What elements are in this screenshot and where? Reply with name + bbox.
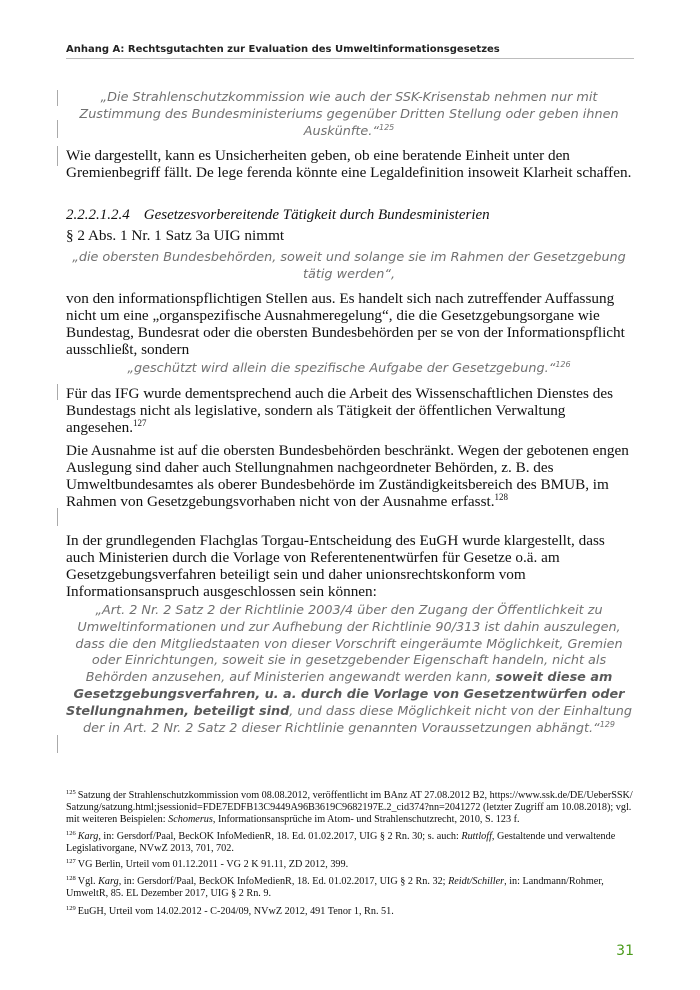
block-quote bbox=[66, 603, 632, 737]
paragraph: In der grundlegenden Flachglas Torgau-Entscheidung des EuGH wurde klargestellt, dass auch Ministerien durch die Vorlage von Referentenentwürfen für Gesetze o.ä. am Gesetzgebungsverfahren beteiligt sein und daher unionsrechtskonform vom Informationsanspruch ausgeschlossen sein können: bbox=[66, 532, 605, 600]
footnote-ref: 128 bbox=[494, 492, 509, 502]
footnote: $^{129}$ EuGH, Urteil vom 14.02.2012 - C-204/09, NVwZ 2012, 491 Tenor 1, Rn. 51. bbox=[66, 904, 394, 917]
change-bar bbox=[57, 508, 58, 526]
paragraph: § 2 Abs. 1 Nr. 1 Satz 3a UIG nimmt bbox=[66, 227, 285, 244]
section-heading bbox=[66, 207, 636, 224]
quote-text: , und dass diese Möglichkeit nicht von der Einhaltung der in Art. 2 Nr. 2 Satz 2 dieser Richtlinie genannten Voraussetzungen abhängt.“ bbox=[83, 703, 632, 736]
paragraph: von den informationspflichtigen Stellen aus. Es handelt sich nach zutreffender Auffassung nicht um eine „organspezifische Ausnahmeregelung“, die die Gesetzgebungsorgane wie Bundestag, Bundesrat oder die obersten Bundesbehörden per se von der Informationspflicht ausschließt, sondern bbox=[66, 290, 625, 358]
footnote-ref: 127 bbox=[133, 418, 147, 428]
heading-title: Gesetzesvorbereitende Tätigkeit durch Bundesministerien bbox=[143, 207, 490, 223]
running-header: Anhang A: Rechtsgutachten zur Evaluation des Umweltinformationsgesetzes bbox=[66, 44, 500, 55]
footnote: $^{127}$ VG Berlin, Urteil vom 01.12.2011 - VG 2 K 91.11, ZD 2012, 399. bbox=[66, 858, 349, 871]
change-bar bbox=[57, 384, 58, 400]
page-number: 31 bbox=[616, 943, 634, 959]
change-bar bbox=[57, 90, 58, 106]
paragraph bbox=[66, 442, 636, 510]
paragraph-text: Für das IFG wurde dementsprechend auch die Arbeit des Wissenschaftlichen Dienstes des Bundestags nicht als legislative, sondern als Tätigkeit der öffentlichen Verwaltung angesehen. bbox=[66, 385, 613, 436]
header-divider bbox=[66, 58, 634, 59]
footnote-ref: 126 bbox=[555, 360, 571, 369]
quote-emphasis: soweit diese am Gesetzgebungsverfahren, u. a. durch die Vorlage von Gesetzentwürfen oder Stellungnahmen, beteiligt sind bbox=[66, 670, 625, 719]
change-bar bbox=[57, 120, 58, 138]
footnotes bbox=[66, 790, 636, 918]
change-bar bbox=[57, 735, 58, 753]
block-quote bbox=[66, 361, 632, 378]
footnote-ref: 125 bbox=[378, 122, 395, 132]
heading-number: 2.2.2.1.2.4 bbox=[66, 207, 130, 223]
quote-text: „geschützt wird allein die spezifische Aufgabe der Gesetzgebung.“ bbox=[127, 361, 556, 376]
footnote-ref: 129 bbox=[599, 719, 615, 729]
block-quote: „die obersten Bundesbehörden, soweit und solange sie im Rahmen der Gesetzgebung tätig werden“, bbox=[72, 250, 626, 282]
change-bar bbox=[57, 146, 58, 166]
footnote: $^{125}$ Satzung der Strahlenschutzkommission vom 08.08.2012, veröffentlicht im BAnz AT 27.08.2012 B2, https://www.ssk.de/DE/UeberSSK/Satzung/satzung.html;jsessionid=FDE7EDFB13C9449A96B3619C9682197E.2_cid374?nn=2041272 (letzter Zugriff am 10.08.2018); vgl. mit weiteren Beispielen: Schomerus, Informationsansprüche im Atom- und Strahlenschutzrecht, 2010, S. 123 f. bbox=[66, 789, 633, 826]
quote-text: „Art. 2 Nr. 2 Satz 2 der Richtlinie 2003/4 über den Zugang der Öffentlichkeit zu Umweltinformationen und zur Aufhebung der Richtlinie 90/313 ist dahin auszulegen, dass die den Mitgliedstaaten von dieser Vorschrift eingeräumte Möglichkeit, Gremien oder Einrichtungen, soweit sie in gesetzgebender Eigenschaft handeln, nicht als Behörden anzusehen, auf Ministerien angewandt werden kann, bbox=[75, 603, 623, 686]
footnote: $^{128}$ Vgl. Karg, in: Gersdorf/Paal, BeckOK InfoMedienR, 18. Ed. 01.02.2017, UIG § 2 Rn. 32; Reidt/Schiller, in: Landmann/Rohmer, UmweltR, 85. EL Dezember 2017, UIG § 2 Rn. 9. bbox=[66, 875, 604, 900]
footnote: $^{126}$ Karg, in: Gersdorf/Paal, BeckOK InfoMedienR, 18. Ed. 01.02.2017, UIG § 2 Rn. 30; s. auch: Ruttloff, Gestaltende und verwaltende Legislativorgane, NVwZ 2013, 701, 702. bbox=[66, 829, 616, 854]
block-quote bbox=[66, 90, 632, 140]
paragraph bbox=[66, 385, 636, 436]
paragraph-text: Die Ausnahme ist auf die obersten Bundesbehörden beschränkt. Wegen der gebotenen engen Auslegung sind daher auch Stellungnahmen nachgeordneter Behörden, z. B. des Umweltbundesamtes als oberer Bundesbehörde im Zuständigkeitsbereich des BMUB, im Rahmen von Gesetzgebungsvorhaben nicht von der Ausnahme erfasst. bbox=[66, 442, 629, 510]
quote-text: „Die Strahlenschutzkommission wie auch der SSK-Krisenstab nehmen nur mit Zustimmung des Bundesministeriums gegenüber Dritten Stellung oder geben ihnen Auskünfte.“ bbox=[79, 90, 619, 139]
paragraph: Wie dargestellt, kann es Unsicherheiten geben, ob eine beratende Einheit unter den Gremienbegriff fällt. De lege ferenda könnte eine Legaldefinition insoweit Klarheit schaffen. bbox=[66, 147, 632, 181]
